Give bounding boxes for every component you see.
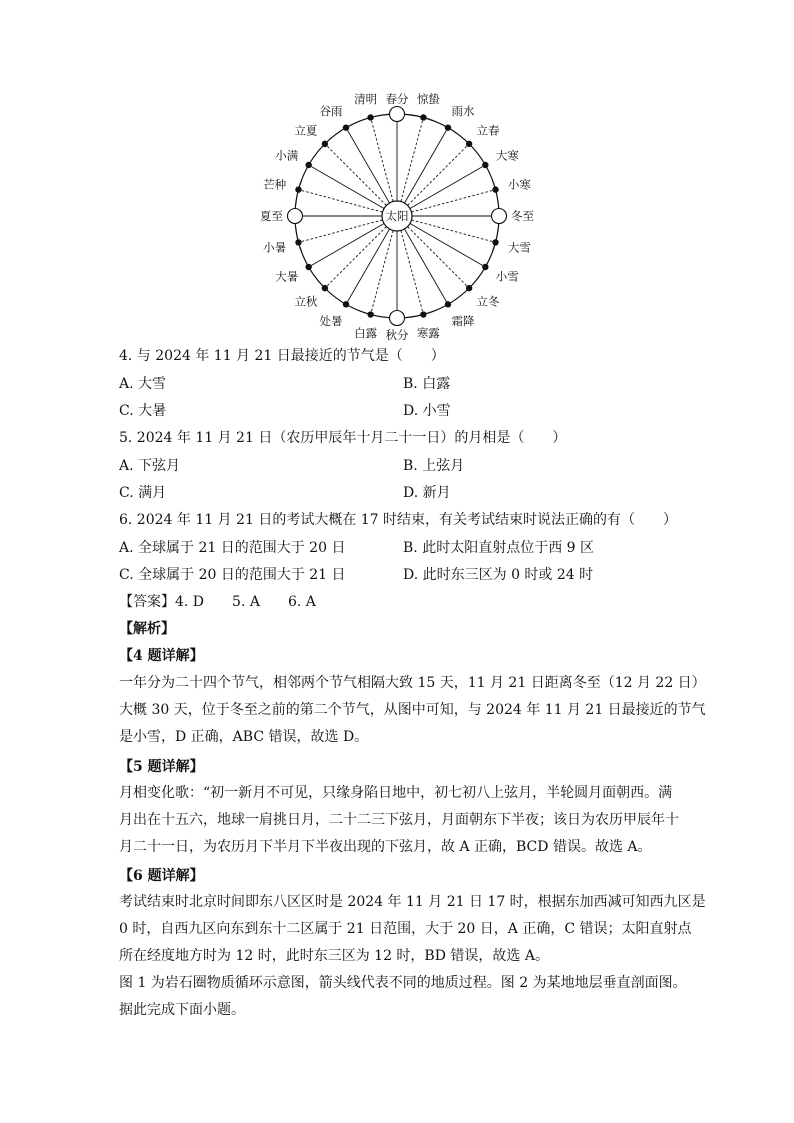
solar-term-label: 小暑 xyxy=(263,240,287,255)
q5-option-d: D. 新月 xyxy=(403,485,451,501)
solar-term-label: 春分 xyxy=(385,92,409,106)
solar-term-label: 谷雨 xyxy=(319,104,343,119)
term-ray xyxy=(405,130,447,203)
term-ray xyxy=(405,229,447,302)
term-ray xyxy=(410,224,483,266)
q4-detail-title: 【4 题详解】 xyxy=(119,648,204,664)
q5-option-c: C. 满月 xyxy=(119,485,167,501)
q5-detail-line: 月出在十五六，地球一肩挑日月，二十二三下弦月，月面朝东下半夜；该日为农历甲辰年十 xyxy=(119,812,679,828)
answer-line: 【答案】4. D 5. A 6. A xyxy=(119,594,316,610)
term-dot xyxy=(343,124,349,130)
term-ray xyxy=(371,230,393,311)
term-dot xyxy=(367,311,373,317)
term-ray xyxy=(371,120,393,201)
q4-detail-line: 大概 30 天，位于冬至之前的第二个节气，从图中可知，与 2024 年 11 月 21 日最接近的节气 xyxy=(119,702,706,718)
q6-detail-line: 0 时，自西九区向东到东十二区属于 21 日范围，大于 20 日，A 正确，C 错误；太阳直射点 xyxy=(119,921,692,937)
solar-term-label: 白露 xyxy=(354,325,378,340)
term-dot xyxy=(492,186,498,192)
solar-term-label: 秋分 xyxy=(385,328,409,342)
solar-term-label: 惊蛰 xyxy=(416,92,440,107)
term-ray xyxy=(408,146,467,205)
term-dot xyxy=(466,141,472,147)
q6-option-b: B. 此时太阳直射点位于西 9 区 xyxy=(403,540,594,556)
term-ray xyxy=(301,220,382,242)
question-4-stem: 4. 与 2024 年 11 月 21 日最接近的节气是（ ） xyxy=(119,348,445,364)
solar-term-label: 寒露 xyxy=(416,325,440,340)
solar-term-label: 大寒 xyxy=(495,148,519,163)
major-term-marker xyxy=(288,209,303,224)
term-dot xyxy=(445,124,451,130)
term-dot xyxy=(492,239,498,245)
q4-option-d: D. 小雪 xyxy=(403,403,451,419)
term-dot xyxy=(466,285,472,291)
q6-option-d: D. 此时东三区为 0 时或 24 时 xyxy=(403,567,594,583)
sun-label: 太阳 xyxy=(385,209,409,223)
q4-option-a: A. 大雪 xyxy=(119,376,167,392)
solar-term-label: 小雪 xyxy=(495,269,519,284)
solar-term-label: 立冬 xyxy=(476,294,500,309)
term-ray xyxy=(411,190,492,212)
solar-term-label: 立秋 xyxy=(294,294,318,309)
q6-detail-title: 【6 题详解】 xyxy=(119,868,204,884)
q4-option-c: C. 大暑 xyxy=(119,403,167,419)
solar-term-label: 小寒 xyxy=(507,177,531,192)
solar-term-label: 芒种 xyxy=(263,177,287,192)
solar-term-label: 冬至 xyxy=(511,209,534,223)
term-ray xyxy=(348,130,390,203)
q6-option-a: A. 全球属于 21 日的范围大于 20 日 xyxy=(119,540,346,556)
term-ray xyxy=(401,230,423,311)
term-dot xyxy=(420,114,426,120)
q4-detail-line: 是小雪，D 正确，ABC 错误，故选 D。 xyxy=(119,729,369,745)
term-ray xyxy=(327,146,386,205)
q6-detail-line: 所在经度地方时为 12 时，此时东三区为 12 时，BD 错误，故选 A。 xyxy=(119,948,549,964)
term-dot xyxy=(322,141,328,147)
solar-terms-diagram xyxy=(0,0,794,345)
term-dot xyxy=(367,114,373,120)
q6-detail-text xyxy=(119,889,706,970)
term-dot xyxy=(295,239,301,245)
term-ray xyxy=(410,167,483,209)
q6-option-c: C. 全球属于 20 日的范围大于 21 日 xyxy=(119,567,346,583)
term-dot xyxy=(420,311,426,317)
term-ray xyxy=(348,229,390,302)
q6-detail-line: 考试结束时北京时间即东八区区时是 2024 年 11 月 21 日 17 时，根据东加西减可知西九区是 xyxy=(119,894,706,910)
q5-detail-line: 月二十一日，为农历月下半月下半夜出现的下弦月，故 A 正确，BCD 错误。故选 A。 xyxy=(119,839,652,855)
solar-term-label: 处暑 xyxy=(319,313,343,328)
solar-term-label: 小满 xyxy=(275,148,299,163)
solar-term-label: 大暑 xyxy=(275,269,299,284)
q5-detail-title: 【5 题详解】 xyxy=(119,759,204,775)
term-dot xyxy=(482,162,488,168)
major-term-marker xyxy=(492,209,507,224)
intro-line: 据此完成下面小题。 xyxy=(119,1002,245,1018)
solar-term-label: 夏至 xyxy=(260,209,283,223)
next-question-intro xyxy=(119,970,691,1024)
term-ray xyxy=(408,227,467,286)
term-ray xyxy=(311,167,384,209)
question-5-stem: 5. 2024 年 11 月 21 日（农历甲辰年十月二十一日）的月相是（ ） xyxy=(119,430,567,446)
question-6-stem: 6. 2024 年 11 月 21 日的考试大概在 17 时结束，有关考试结束时说法正确的有（ ） xyxy=(119,512,678,528)
term-dot xyxy=(482,264,488,270)
term-ray xyxy=(327,227,386,286)
term-dot xyxy=(343,301,349,307)
term-dot xyxy=(445,301,451,307)
q5-detail-text xyxy=(119,780,691,861)
term-dot xyxy=(305,264,311,270)
solar-term-label: 大雪 xyxy=(507,240,531,255)
solar-term-label: 清明 xyxy=(354,92,378,107)
major-term-marker xyxy=(390,311,405,326)
term-dot xyxy=(322,285,328,291)
q5-detail-line: 月相变化歌：“初一新月不可见，只缘身陷日地中，初七初八上弦月，半轮圆月面朝西。满 xyxy=(119,785,673,801)
q5-option-a: A. 下弦月 xyxy=(119,458,181,474)
term-ray xyxy=(411,220,492,242)
solar-term-label: 立夏 xyxy=(294,123,318,138)
term-ray xyxy=(401,120,423,201)
term-ray xyxy=(301,190,382,212)
q4-detail-line: 一年分为二十四个节气，相邻两个节气相隔大致 15 天，11 月 21 日距离冬至（12 月 22 日） xyxy=(119,675,706,691)
term-dot xyxy=(295,186,301,192)
q5-option-b: B. 上弦月 xyxy=(403,458,465,474)
q4-option-b: B. 白露 xyxy=(403,376,451,392)
analysis-title: 【解析】 xyxy=(119,621,175,637)
intro-line: 图 1 为岩石圈物质循环示意图，箭头线代表不同的地质过程。图 2 为某地地层垂直剖面图。 xyxy=(119,975,687,991)
major-term-marker xyxy=(390,107,405,122)
solar-term-label: 雨水 xyxy=(451,104,475,119)
q4-detail-text xyxy=(119,670,706,751)
solar-term-label: 立春 xyxy=(476,123,500,138)
solar-term-label: 霜降 xyxy=(451,313,475,328)
term-dot xyxy=(305,162,311,168)
term-ray xyxy=(311,224,384,266)
